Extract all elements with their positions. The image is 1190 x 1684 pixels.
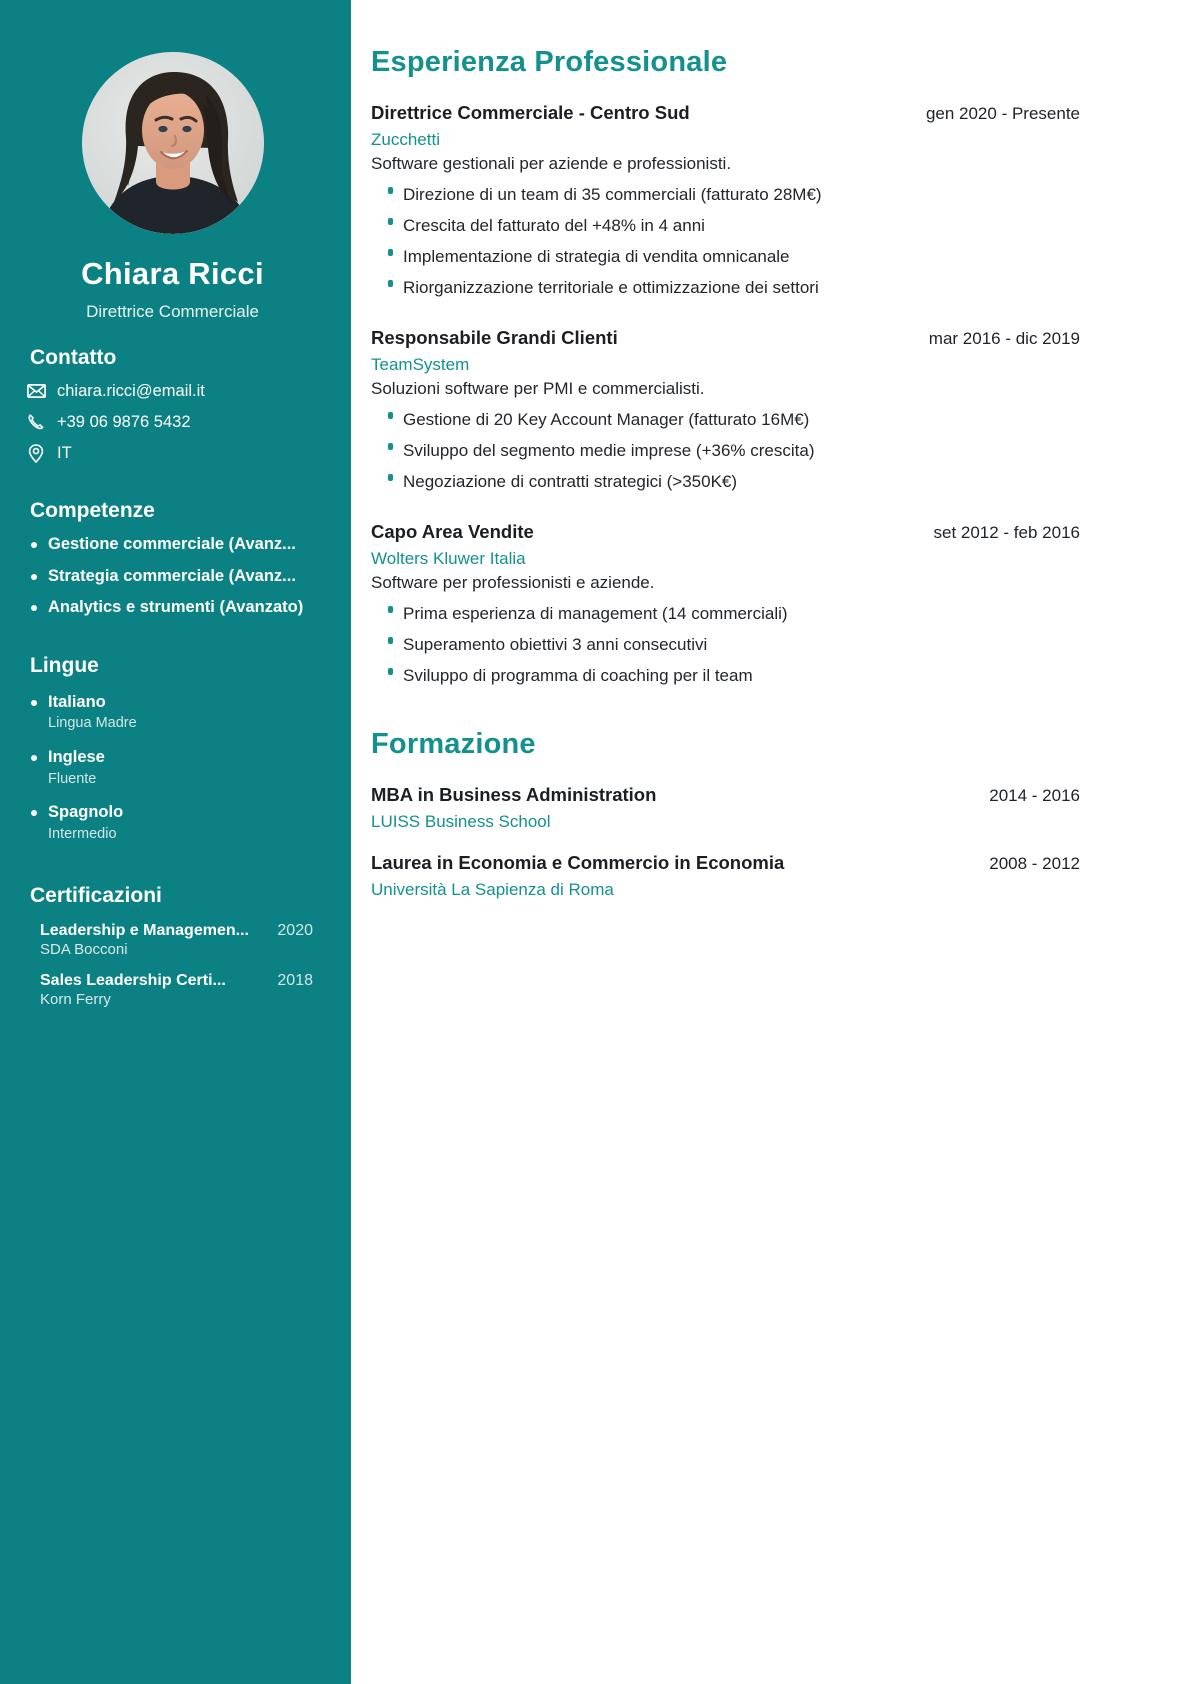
experience-entry: [371, 520, 1080, 688]
skill-item: Strategia commerciale (Avanz...: [24, 566, 321, 587]
degree-title: Laurea in Economia e Commercio in Economia: [371, 851, 785, 873]
contact-phone[interactable]: [24, 412, 321, 432]
job-bullets: [371, 184, 1080, 300]
languages-heading: Lingue: [30, 653, 99, 677]
experience-heading: Esperienza Professionale: [371, 46, 728, 78]
bullet-item: Negoziazione di contratti strategici (>350K€): [371, 471, 1080, 494]
bullet-item: Implementazione di strategia di vendita omnicanale: [371, 246, 1080, 269]
phone-icon: [26, 412, 46, 432]
job-date: gen 2020 - Presente: [925, 104, 1080, 123]
contact-location-value: IT: [57, 443, 72, 462]
main-content: [345, 0, 1190, 1684]
entry-header: [371, 783, 1080, 807]
job-description: Soluzioni software per PMI e commercialisti.: [371, 378, 705, 398]
bullet-item: Riorganizzazione territoriale e ottimizzazione dei settori: [371, 277, 1080, 300]
profile-role: Direttrice Commerciale: [86, 302, 259, 321]
skills-list: [24, 534, 321, 618]
job-description: Software per professionisti e aziende.: [371, 572, 655, 592]
education-entry: [371, 783, 1080, 833]
section-contatto: [0, 346, 345, 463]
section-competenze: [0, 499, 345, 618]
job-title: Capo Area Vendite: [371, 520, 534, 542]
list-item: [24, 747, 321, 788]
language-name: Spagnolo: [48, 803, 124, 822]
skills-heading: Competenze: [30, 499, 155, 522]
list-item: [24, 692, 321, 733]
sidebar: [0, 0, 345, 1684]
job-title: Direttrice Commerciale - Centro Sud: [371, 102, 690, 123]
entry-header: [371, 326, 1080, 350]
job-company: Zucchetti: [371, 130, 440, 150]
contact-location[interactable]: [24, 443, 321, 463]
entry-header: [371, 101, 1080, 125]
certification-name: Sales Leadership Certi...: [40, 971, 226, 989]
experience-entry: [371, 101, 1080, 300]
bullet-item: Prima esperienza di management (14 commerciali): [371, 603, 1080, 626]
job-company: Wolters Kluwer Italia: [371, 548, 526, 568]
list-item: [40, 972, 313, 1008]
list-item: [24, 802, 321, 843]
education-entry: [371, 851, 1080, 901]
bullet-item: Sviluppo del segmento medie imprese (+36% crescita): [371, 440, 1080, 463]
avatar: [82, 52, 264, 234]
contact-email[interactable]: [24, 381, 321, 401]
job-title: Responsabile Grandi Clienti: [371, 326, 618, 348]
bullet-item: Sviluppo di programma di coaching per il team: [371, 665, 1080, 688]
certification-issuer: SDA Bocconi: [40, 940, 128, 958]
degree-school: LUISS Business School: [371, 811, 551, 831]
language-name: Italiano: [48, 692, 106, 711]
list-item: [40, 922, 313, 958]
skill-item: Analytics e strumenti (Avanzato): [24, 597, 321, 618]
education-heading: Formazione: [371, 727, 536, 760]
location-pin-icon: [26, 443, 46, 463]
avatar-wrapper: [0, 0, 345, 234]
bullet-item: Superamento obiettivi 3 anni consecutivi: [371, 634, 1080, 657]
certification-year: 2018: [277, 971, 313, 989]
job-company: TeamSystem: [371, 354, 470, 374]
job-description: Software gestionali per aziende e professionisti.: [371, 154, 732, 174]
degree-school: Università La Sapienza di Roma: [371, 879, 614, 899]
portrait-photo-icon: [82, 52, 264, 234]
languages-list: [24, 692, 321, 844]
certification-issuer: Korn Ferry: [40, 990, 111, 1008]
bullet-item: Gestione di 20 Key Account Manager (fatturato 16M€): [371, 409, 1080, 432]
profile-name: Chiara Ricci: [81, 256, 264, 291]
language-level: Fluente: [48, 770, 97, 787]
degree-date: 2008 - 2012: [989, 853, 1080, 873]
job-bullets: [371, 409, 1080, 494]
degree-date: 2014 - 2016: [989, 785, 1080, 805]
bullet-item: Direzione di un team di 35 commerciali (fatturato 28M€): [371, 184, 1080, 207]
certification-name: Leadership e Managemen...: [40, 921, 249, 939]
job-date: set 2012 - feb 2016: [933, 522, 1080, 542]
contact-heading: Contatto: [30, 346, 117, 369]
language-name: Inglese: [48, 748, 105, 767]
certification-year: 2020: [277, 921, 313, 939]
certifications-list: [24, 922, 321, 1008]
experience-entry: [371, 326, 1080, 494]
degree-title: MBA in Business Administration: [371, 783, 657, 805]
entry-header: [371, 851, 1080, 875]
entry-header: [371, 520, 1080, 544]
language-level: Lingua Madre: [48, 715, 137, 732]
certification-header: [40, 922, 313, 940]
job-date: mar 2016 - dic 2019: [928, 328, 1080, 348]
certifications-heading: Certificazioni: [30, 883, 162, 907]
section-lingue: [0, 654, 345, 844]
bullet-item: Crescita del fatturato del +48% in 4 anni: [371, 215, 1080, 238]
language-level: Intermedio: [48, 825, 117, 842]
contact-phone-value: +39 06 9876 5432: [57, 412, 191, 431]
skill-item: Gestione commerciale (Avanz...: [24, 534, 321, 555]
envelope-icon: [26, 381, 46, 401]
contact-email-value: chiara.ricci@email.it: [57, 381, 205, 400]
certification-header: [40, 972, 313, 990]
section-certificazioni: [0, 884, 345, 1008]
job-bullets: [371, 603, 1080, 688]
